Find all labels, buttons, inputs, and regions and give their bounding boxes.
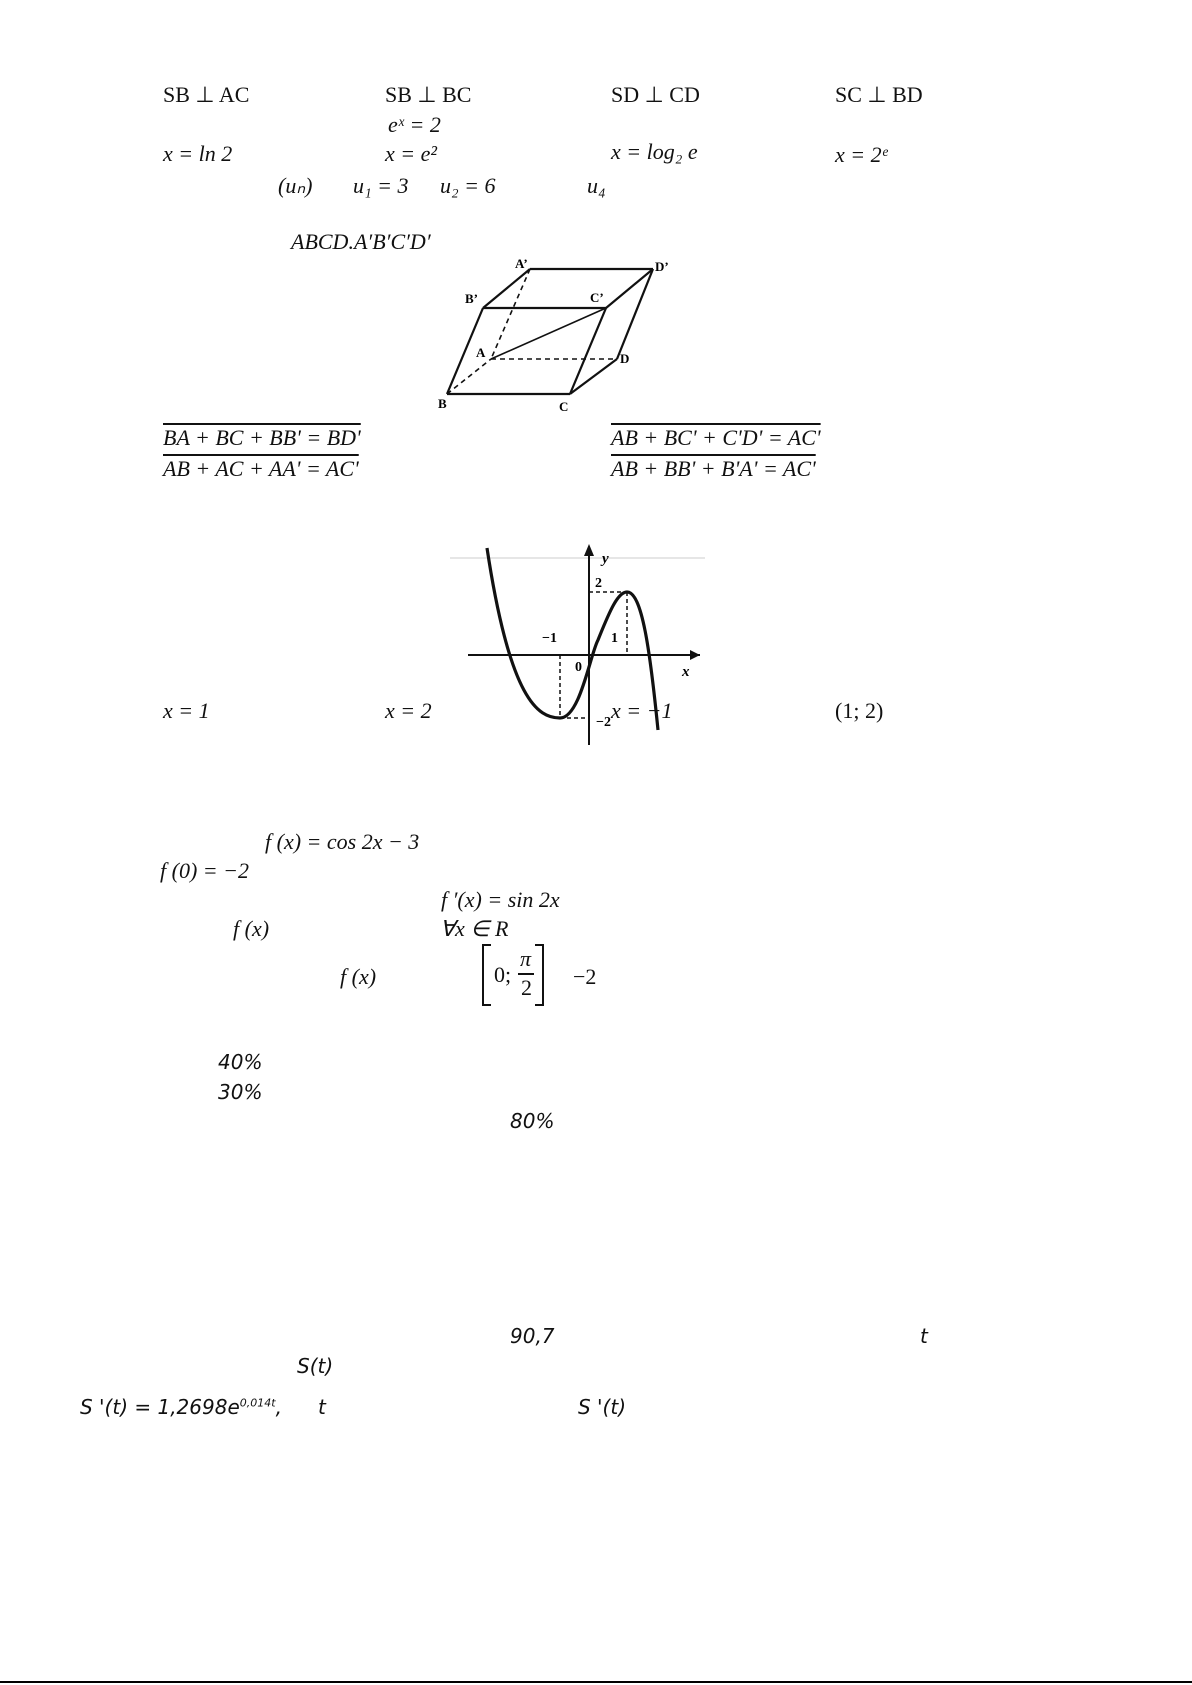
q3-u2: u₂ = 6	[440, 173, 496, 198]
tick-label-neg2: −2	[596, 715, 611, 730]
label-a1: A’	[515, 256, 528, 271]
q4-option-a: BA + BC + BB' = BD'	[163, 425, 361, 450]
interval-pi: π	[520, 946, 532, 971]
interval-start: 0;	[494, 962, 512, 987]
q8-derivative-lhs: S '(t) = 1,2698e	[80, 1395, 240, 1419]
interval-two: 2	[521, 975, 532, 1000]
q8-derivative-comma: ,	[275, 1395, 282, 1419]
q8-derivative-exponent: 0,014t	[239, 1396, 276, 1410]
q2-option-c: x = log₂ e	[611, 139, 698, 164]
label-c1: C’	[590, 290, 604, 305]
page-bottom-border	[0, 1681, 1192, 1683]
q5-option-c: x = −1	[611, 698, 673, 723]
q6-statement-c-forall: ∀x ∈ R	[440, 916, 509, 941]
label-a: A	[476, 345, 486, 360]
q6-statement-d-value: −2	[573, 964, 597, 989]
q8-derivative-ref: S '(t)	[578, 1395, 626, 1419]
q2-equation: eˣ = 2	[388, 112, 441, 137]
q3-sequence: (uₙ)	[278, 173, 313, 198]
q2-option-d: x = 2ᵉ	[835, 142, 888, 167]
q8-derivative	[80, 1397, 282, 1417]
q7-percent-2: 30%	[218, 1080, 263, 1104]
q1-option-d: SC ⊥ BD	[835, 82, 923, 107]
q6-interval	[482, 944, 544, 1004]
q6-statement-c-f: f (x)	[233, 916, 270, 941]
q1-option-c: SD ⊥ CD	[611, 82, 700, 107]
q6-statement-d-f: f (x)	[340, 964, 377, 989]
q1-option-b: SB ⊥ BC	[385, 82, 472, 107]
q1-option-a: SB ⊥ AC	[163, 82, 250, 107]
parallelepiped-figure	[430, 255, 680, 415]
q8-time-var-2: t	[318, 1395, 326, 1419]
label-b: B	[438, 396, 447, 411]
q7-percent-1: 40%	[218, 1050, 263, 1074]
axis-label-x: x	[682, 664, 690, 680]
tick-label-1: 1	[611, 631, 618, 646]
label-d1: D’	[655, 259, 669, 274]
q5-option-d: (1; 2)	[835, 698, 884, 723]
q6-statement-b: f ′(x) = sin 2x	[441, 887, 560, 912]
q6-statement-a: f (0) = −2	[160, 858, 249, 883]
q2-option-b: x = e²	[385, 141, 437, 166]
q5-option-b: x = 2	[385, 698, 432, 723]
tick-label-2: 2	[595, 576, 602, 591]
q4-prism-name: ABCD.A′B′C′D′	[291, 229, 431, 254]
axis-label-y: y	[602, 551, 609, 567]
label-c: C	[559, 399, 569, 414]
label-d: D	[620, 351, 630, 366]
q6-function: f (x) = cos 2x − 3	[265, 829, 420, 854]
q4-option-d: AB + BB' + B'A' = AC'	[611, 456, 816, 481]
q4-option-b: AB + BC' + C'D' = AC'	[611, 425, 821, 450]
q2-option-a: x = ln 2	[163, 141, 233, 166]
q3-u1: u₁ = 3	[353, 173, 409, 198]
q3-u4: u₄	[587, 173, 606, 198]
q8-time-var: t	[920, 1324, 928, 1348]
tick-label-neg1: −1	[542, 631, 557, 646]
label-b1: B’	[465, 291, 478, 306]
q8-value: 90,7	[510, 1324, 555, 1348]
q5-option-a: x = 1	[163, 698, 210, 723]
q8-function-s: S(t)	[297, 1354, 334, 1378]
origin-label: 0	[575, 660, 582, 675]
q4-option-c: AB + AC + AA' = AC'	[163, 456, 359, 481]
q7-percent-3: 80%	[510, 1109, 555, 1133]
